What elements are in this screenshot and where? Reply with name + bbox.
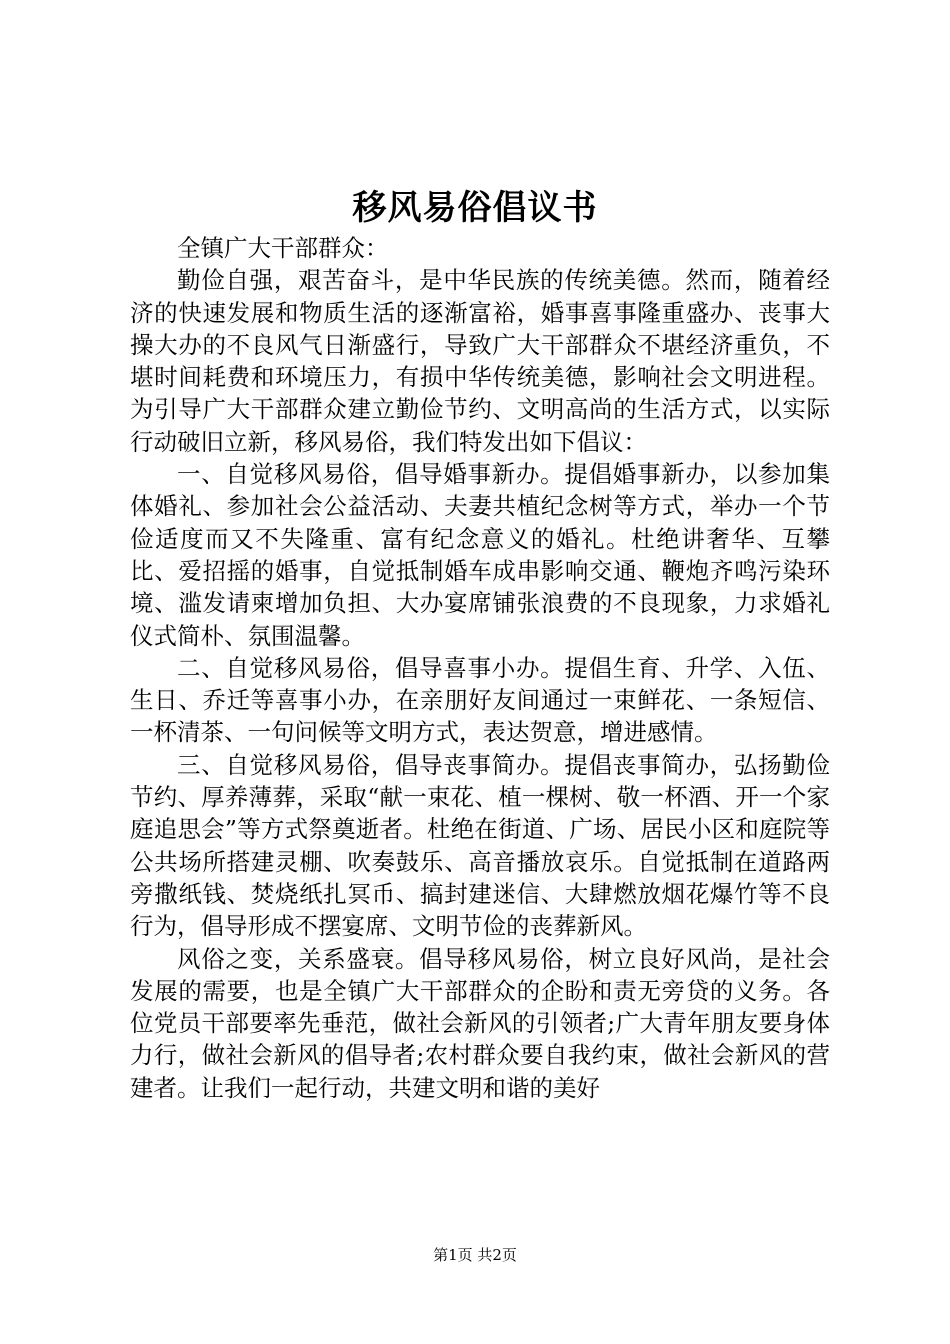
paragraph-conclusion: 风俗之变，关系盛衰。倡导移风易俗，树立良好风尚，是社会发展的需要，也是全镇广大干部群众的企盼和责无旁贷的义务。各位党员干部要率先垂范，做社会新风的引领者;广大青年朋友要身体力行，做社会新风的倡导者;农村群众要自我约束，做社会新风的营建者。让我们一起行动，共建文明和谐的美好 bbox=[130, 944, 830, 1102]
salutation: 全镇广大干部群众： bbox=[177, 234, 389, 262]
document-title: 移风易俗倡议书 bbox=[352, 188, 598, 228]
paragraph-celebration: 二、自觉移风易俗，倡导喜事小办。提倡生育、升学、入伍、生日、乔迁等喜事小办，在亲朋好友间通过一束鲜花、一条短信、一杯清茶、一句问候等文明方式，表达贺意，增进感情。 bbox=[130, 653, 830, 747]
paragraph-wedding: 一、自觉移风易俗，倡导婚事新办。提倡婚事新办，以参加集体婚礼、参加社会公益活动、夫妻共植纪念树等方式，举办一个节俭适度而又不失隆重、富有纪念意义的婚礼。杜绝讲奢华、互攀比、爱招摇的婚事，自觉抵制婚车成串影响交通、鞭炮齐鸣污染环境、滥发请柬增加负担、大办宴席铺张浪费的不良现象，力求婚礼仪式简朴、氛围温馨。 bbox=[130, 460, 830, 650]
paragraph-intro: 勤俭自强，艰苦奋斗，是中华民族的传统美德。然而，随着经济的快速发展和物质生活的逐渐富裕，婚事喜事隆重盛办、丧事大操大办的不良风气日渐盛行，导致广大干部群众不堪经济重负，不堪时间耗费和环境压力，有损中华传统美德，影响社会文明进程。为引导广大干部群众建立勤俭节约、文明高尚的生活方式，以实际行动破旧立新，移风易俗，我们特发出如下倡议： bbox=[130, 266, 830, 456]
paragraph-funeral: 三、自觉移风易俗，倡导丧事简办。提倡丧事简办，弘扬勤俭节约、厚养薄葬，采取“献一束花、植一棵树、敬一杯酒、开一个家庭追思会”等方式祭奠逝者。杜绝在街道、广场、居民小区和庭院等公共场所搭建灵棚、吹奏鼓乐、高音播放哀乐。自觉抵制在道路两旁撒纸钱、焚烧纸扎冥币、搞封建迷信、大肆燃放烟花爆竹等不良行为，倡导形成不摆宴席、文明节俭的丧葬新风。 bbox=[130, 750, 830, 941]
page-footer: 第1页 共2页 bbox=[433, 1246, 517, 1264]
document-body bbox=[130, 232, 830, 1104]
